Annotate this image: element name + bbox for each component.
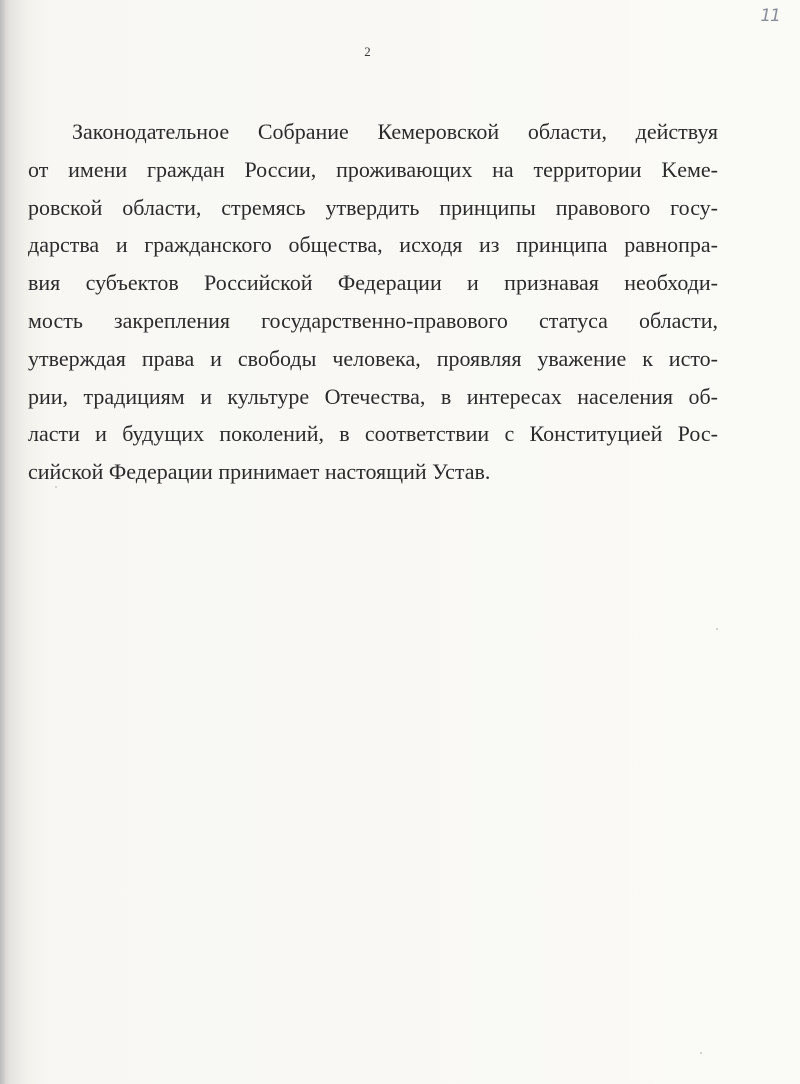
paragraph-line: от имени граждан России, проживающих на территории Keме- — [28, 156, 718, 182]
paragraph-line: ласти и будущих поколений, в соответствии с Конституцией Рос- — [28, 421, 718, 447]
paragraph-line: сийской Федерации принимает настоящий Устав. — [28, 459, 491, 485]
paragraph-line: ровской области, стремясь утвердить принципы правового госу- — [28, 194, 718, 220]
paragraph-line: мость закрепления государственно-правового статуса области, — [28, 307, 718, 333]
paragraph-line: рии, традициям и культуре Отечества, в интересах населения об- — [28, 383, 718, 409]
scan-speck — [55, 486, 57, 488]
scan-speck — [716, 628, 718, 630]
handwritten-folio-number: 11 — [760, 6, 780, 26]
scan-edge-shadow — [0, 0, 6, 1084]
paragraph-line: утверждая права и свободы человека, проявляя уважение к исто- — [28, 345, 718, 371]
paragraph-line: вия субъектов Российской Федерации и признавая необходи- — [28, 270, 718, 296]
scan-speck — [700, 1052, 702, 1054]
page-number: 2 — [364, 44, 371, 59]
paragraph-line: Законодательное Собрание Кемеровской области, действуя — [72, 119, 718, 144]
paragraph-line: дарства и гражданского общества, исходя из принципа равнопра- — [28, 232, 718, 258]
preamble-paragraph — [28, 113, 718, 491]
